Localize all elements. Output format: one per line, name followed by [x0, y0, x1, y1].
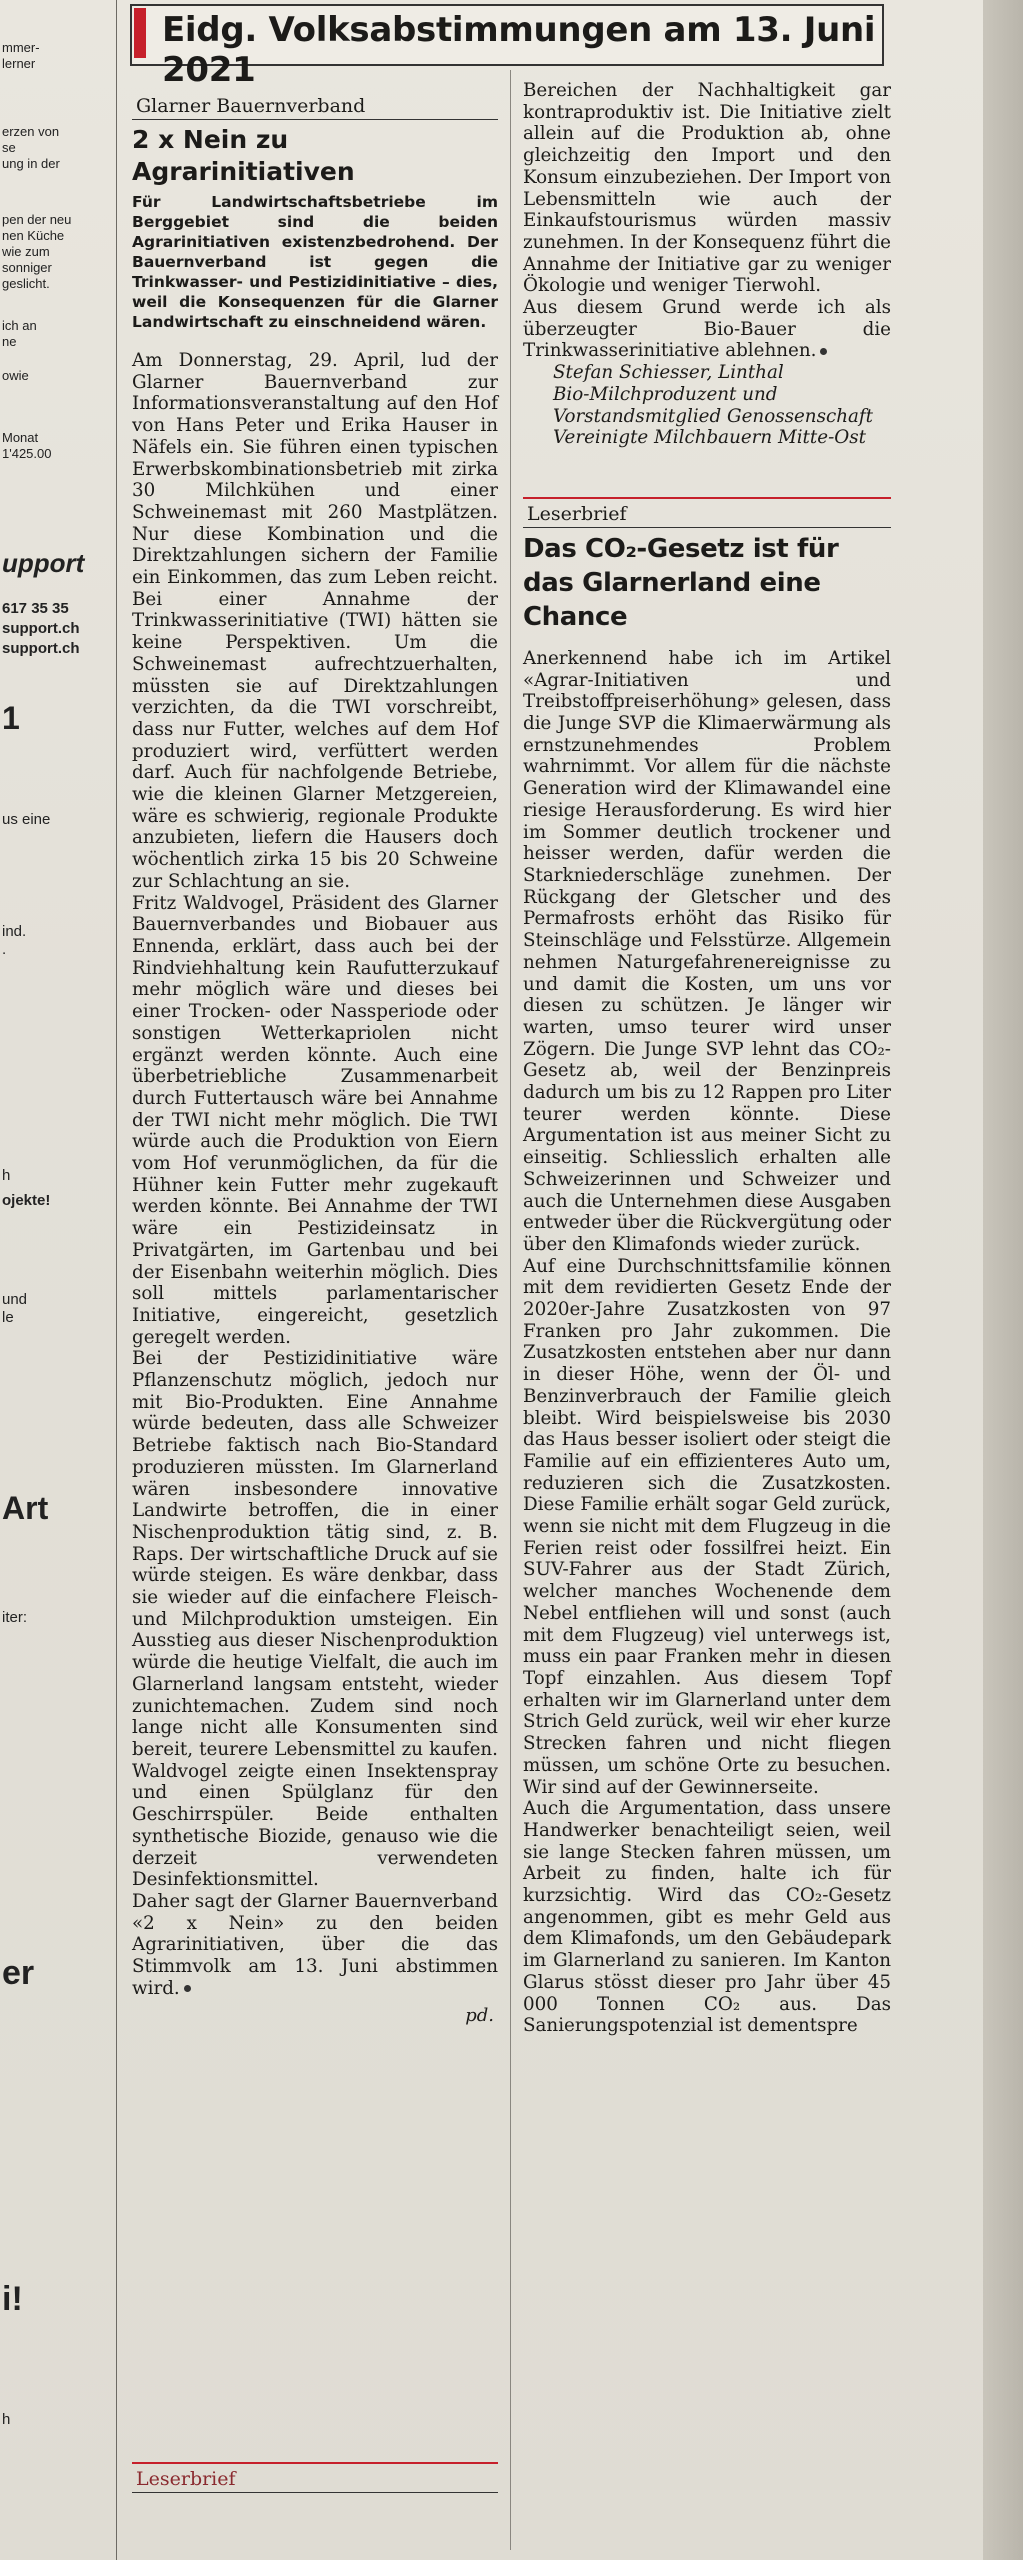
end-dot: [820, 348, 827, 355]
margin-fragment: geslicht.: [2, 276, 50, 291]
letter-continuation: [523, 80, 891, 362]
kicker-rule: [523, 527, 891, 528]
article-lead: Für Landwirtschaftsbetriebe im Berggebiet sind die beiden Agrarinitiativen existenzbedrohend. Der Bauernverband ist gegen die Trinkwasser- und Pestizidinitiative – dies, weil die Konsequenzen für die Glarner Landwirtschaft zu einschneidend wären.: [132, 193, 498, 331]
letter-closing: Aus diesem Grund werde ich als überzeugter Bio-Bauer die Trinkwasserinitiative ablehnen.: [523, 297, 891, 362]
margin-fragment: iter:: [2, 1609, 28, 1626]
article-paragraph: Bei der Pestizidinitiative wäre Pflanzenschutz möglich, jedoch nur mit Bio-Produkten. Eine Annahme würde bedeuten, dass alle Schweizer Betriebe faktisch nach Bio-Standard produzieren müssten. Im Glarnerland wären insbesondere innovative Landwirte betroffen, die in einer Nischenproduktion tätig sind, z. B. Raps. Der wirtschaftliche Druck auf sie würde steigen. Es wäre denkbar, dass sie wieder auf die einfachere Fleisch- und Milchproduktion umsteigen. Ein Ausstieg aus dieser Nischenproduktion würde die heutige Vielfalt, die auch im Glarnerland langsam entsteht, wieder zunichtemachen. Zudem sind noch lange nicht alle Konsumenten sind bereit, teurere Lebensmittel zu kaufen. Waldvogel zeigte einen Insektenspray und einen Spülglanz für den Geschirrspüler. Beide enthalten synthetische Biozide, genauso wie die derzeit verwendeten Desinfektionsmittel.: [132, 1348, 498, 1891]
margin-fragment: erzen von: [2, 124, 60, 139]
margin-fragment: Monat: [2, 430, 39, 445]
article-author: pd.: [465, 2005, 494, 2027]
margin-fragment: h: [2, 2411, 11, 2428]
margin-fragment: support.ch: [2, 620, 80, 637]
margin-fragment-support: upport: [2, 548, 85, 578]
margin-fragment: nen Küche: [2, 228, 65, 243]
article-kicker: Glarner Bauernverband: [136, 95, 366, 117]
kicker-rule: [132, 2492, 498, 2493]
letter-paragraph: Anerkennend habe ich im Artikel «Agrar-Initiativen und Treibstoffpreiserhöhung» gelesen, dass die Junge SVP die Klimaerwärmung als ernstzunehmendes Problem wahrnimmt. Vor allem für die nächste Generation wird der Klimawandel eine riesige Herausforderung. Es wird hier im Sommer deutlich trockener und heisser werden, dafür werden die Starkniederschläge zunehmen. Der Rückgang der Gletscher und des Permafrosts erhöht das Risiko für Steinschläge und Felsstürze. Allgemein nehmen Naturgefahrenereignisse zu und damit die Kosten, um uns vor diesen zu schützen. Je länger wir warten, umso teurer wird unser Zögern. Die Junge SVP lehnt das CO₂-Gesetz ab, weil der Benzinpreis dadurch um bis zu 12 Rappen pro Liter teurer werden könnte. Diese Argumentation ist aus meiner Sicht zu einseitig. Schliesslich erhalten alle Schweizerinnen und Schweizer und auch die Unternehmen diese Ausgaben entweder über die Rückvergütung oder über den Klimafonds wieder zurück.: [523, 647, 891, 1255]
kicker-rule: [523, 497, 891, 499]
margin-fragment: Art: [2, 1490, 49, 1526]
margin-fragment: er: [2, 1954, 35, 1992]
left-column-rule: [116, 0, 117, 2560]
margin-fragment: ind.: [2, 923, 27, 940]
letter-paragraph: Bereichen der Nachhaltigkeit gar kontraproduktiv ist. Die Initiative zielt allein auf die Produktion ab, ohne gleichzeitig den Import und den Konsum einzubeziehen. Der Import von Lebensmitteln wie auch der Einkaufstourismus würden massiv zunehmen. In der Konsequenz führt die Annahme der Initiative gar zu weniger Ökologie und weniger Tierwohl.: [523, 80, 891, 297]
letter-paragraph: Auf eine Durchschnittsfamilie können mit dem revidierten Gesetz Ende der 2020er-Jahre Zusatzkosten von 97 Franken pro Jahr zukommen. Die Zusatzkosten entstehen aber nur dann in dieser Höhe, wenn der Öl- und Benzinverbrauch der Familie gleich bleibt. Wird beispielsweise bis 2030 das Haus besser isoliert oder steigt die Familie auf ein effizienteres Auto um, reduzieren sich die Zusatzkosten. Diese Familie erhält sogar Geld zurück, wenn sie nicht mit dem Flugzeug in die Ferien reist oder fossilfrei heizt. Ein SUV-Fahrer aus der Stadt Zürich, welcher manches Wochenende dem Nebel entfliehen will und sonst (auch mit dem Flugzeug) viel unterwegs ist, muss ein paar Franken mehr in diesen Topf einzahlen. Aus diesem Topf erhalten wir im Glarnerland unter dem Strich Geld zurück, weil wir eher kurze Strecken fahren und nicht fliegen müssen, um schöne Orte zu besuchen. Wir sind auf der Gewinnerseite.: [523, 1255, 891, 1798]
margin-fragment: 1'425.00: [2, 446, 52, 461]
letter-paragraph: Auch die Argumentation, dass unsere Handwerker benachteiligt seien, weil sie lange Stecken fahren müssen, um Arbeit zu finden, halte ich für kurzsichtig. Wird das CO₂-Gesetz angenommen, gibt es mehr Geld aus dem Klimafonds, um den Gebäudepark im Glarnerland zu sanieren. Im Kanton Glarus stösst dieser pro Jahr über 45 000 Tonnen CO₂ aus. Das Sanierungspotenzial ist dementspre: [523, 1798, 891, 2037]
margin-fragment: ojekte!: [2, 1192, 51, 1209]
margin-fragment: 1: [2, 700, 20, 736]
signature-line: Vereinigte Milchbauern Mitte-Ost: [553, 427, 866, 449]
margin-fragment: ne: [2, 334, 17, 349]
next-article-kicker-block: [132, 2462, 498, 2497]
article-agrarinitiativen: [132, 95, 498, 2026]
article-paragraph: Fritz Waldvogel, Präsident des Glarner Bauernverbandes und Biobauer aus Ennenda, erklärt, dass auch bei der Rindviehhaltung kein Raufutterzukauf mehr möglich wäre und dieses bei einer Trocken- oder Nassperiode oder sonstigen Wetterkapriolen nicht ergänzt werden könnte. Auch eine überbetriebliche Zusammenarbeit durch Futtertausch wäre bei Annahme der TWI nicht mehr möglich. Die TWI würde auch die Produktion von Eiern vom Hof verunmöglichen, da für die Hühner kein Futter mehr zugekauft werden könnte. Bei Annahme der TWI wäre ein Pestizideinsatz in Privatgärten, im Gartenbau und bei der Eisenbahn weiterhin möglich. Dies soll mittels parlamentarischer Initiative, eingereicht, gesetzlich geregelt werden.: [132, 892, 498, 1348]
letter-signature: [553, 362, 891, 449]
margin-fragment: us eine: [2, 811, 51, 828]
margin-fragment: ich an: [2, 318, 37, 333]
article-body: [132, 350, 498, 1999]
closing-text: Daher sagt der Glarner Bauernverband «2 x Nein» zu den beiden Agrarinitiativen, über die das Stimmvolk am 13. Juni abstimmen wird.: [132, 1890, 498, 1999]
section-title: Eidg. Volksabstimmungen am 13. Juni 2021: [162, 10, 876, 90]
margin-fragment: 617 35 35: [2, 600, 69, 617]
margin-fragment: wie zum: [2, 244, 50, 259]
left-margin-column: [0, 0, 118, 2560]
margin-fragment: se: [2, 140, 16, 155]
margin-fragment: .: [2, 941, 7, 958]
margin-fragment: h: [2, 1167, 11, 1184]
kicker-rule: [132, 2462, 498, 2464]
margin-fragment: support.ch: [2, 640, 80, 657]
letter-headline: Das CO₂-Gesetz ist für das Glarnerland eine Chance: [523, 533, 839, 632]
signature-line: Bio-Milchproduzent und: [553, 383, 778, 405]
margin-fragment: und: [2, 1291, 28, 1308]
margin-fragment: pen der neu: [2, 212, 72, 227]
letter-paragraph: [523, 297, 891, 362]
end-dot: [184, 1985, 191, 1992]
page-edge: [983, 0, 1023, 2560]
margin-fragment: mmer-: [2, 40, 40, 55]
right-column: [523, 80, 891, 2037]
next-article-kicker: Leserbrief: [136, 2468, 236, 2490]
section-header: [130, 4, 884, 90]
header-accent-bar: [134, 8, 146, 58]
article-paragraph: Am Donnerstag, 29. April, lud der Glarner Bauernverband zur Informationsveranstaltung auf den Hof von Hans Peter und Erika Hauser in Näfels ein. Sie führen einen typischen Erwerbskombinationsbetrieb mit zirka 30 Milchkühen und einer Schweinemast mit 260 Mastplätzen. Nur diese Kombination und die Direktzahlungen sichern der Familie ein Einkommen, das zum Leben reicht. Bei einer Annahme der Trinkwasserinitiative (TWI) hätten sie keine Perspektiven. Um die Schweinemast aufrechtzuerhalten, müssten sie auf Direktzahlungen verzichten, da die TWI vorschreibt, dass nur Futter, welches auf dem Hof produziert wird, verfüttert werden darf. Auch für nachfolgende Betriebe, wie die kleinen Glarner Metzgereien, wäre es schwierig, regionale Produkte anzubieten, liefern die Hausers doch wöchentlich zirka 15 bis 20 Schweine zur Schlachtung an sie.: [132, 350, 498, 892]
margin-fragment: sonniger: [2, 260, 52, 275]
letter-kicker: Leserbrief: [527, 502, 627, 525]
article-headline: 2 x Nein zu Agrarinitiativen: [132, 125, 355, 186]
margin-fragment: le: [2, 1309, 14, 1326]
margin-fragment: lerner: [2, 56, 36, 71]
margin-fragment: i!: [2, 2280, 23, 2318]
margin-fragment: ung in der: [2, 156, 60, 171]
kicker-rule: [132, 119, 498, 120]
margin-fragment: owie: [2, 368, 29, 383]
signature-line: Vorstandsmitglied Genossenschaft: [553, 405, 873, 427]
signature-line: Stefan Schiesser, Linthal: [553, 362, 784, 384]
article-paragraph: [132, 1891, 498, 2000]
column-rule: [510, 70, 511, 2550]
letter-body: [523, 648, 891, 2037]
